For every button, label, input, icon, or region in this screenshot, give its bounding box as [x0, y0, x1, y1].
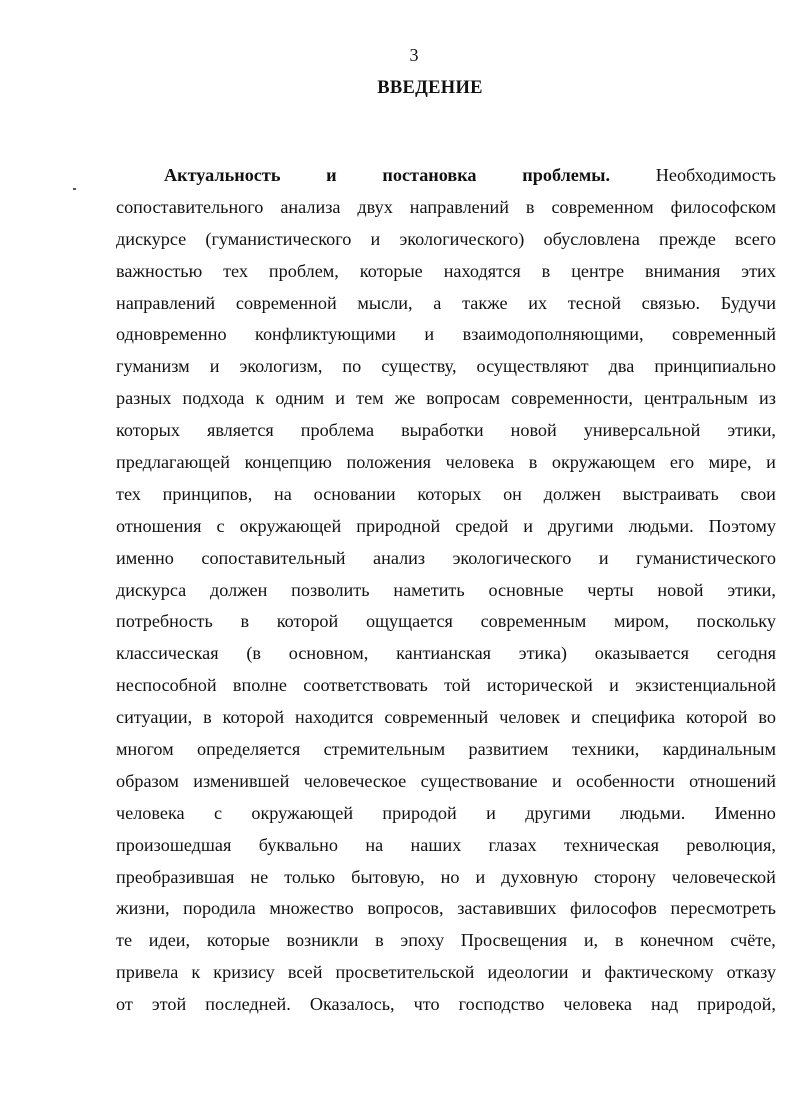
- text-line: [116, 638, 776, 670]
- word: предлагающей: [116, 452, 230, 473]
- word: концепцию: [244, 452, 332, 473]
- word: те: [116, 930, 133, 951]
- word: образом: [116, 770, 179, 791]
- word: и,: [583, 930, 599, 951]
- word: всей: [287, 962, 323, 983]
- word: и: [209, 356, 220, 377]
- word: связью.: [641, 292, 701, 313]
- word: этики,: [727, 420, 776, 441]
- word: их: [528, 292, 548, 313]
- word: вполне: [232, 675, 287, 696]
- word: бытовую,: [351, 866, 425, 887]
- word: господство: [458, 994, 545, 1015]
- word: окружающей: [251, 802, 354, 823]
- text-line: [116, 288, 776, 320]
- word: конфликтующими: [255, 324, 396, 345]
- word: свои: [740, 483, 776, 504]
- lead-word: Актуальность: [164, 165, 281, 185]
- word: идеи,: [148, 930, 191, 951]
- text-line: Необходимость: [655, 165, 776, 185]
- text-line: [116, 383, 776, 415]
- word: классическая: [116, 643, 219, 664]
- word: но: [440, 866, 460, 887]
- text-line: [116, 798, 776, 830]
- word: современный: [672, 324, 776, 345]
- lead-word: и: [326, 165, 337, 185]
- word: природой,: [697, 994, 776, 1015]
- word: универсальной: [583, 420, 701, 441]
- word: философов: [570, 898, 657, 919]
- page-number: 3: [409, 45, 419, 65]
- word: жизни,: [116, 898, 170, 919]
- word: в: [240, 611, 250, 632]
- word: особенности: [576, 770, 675, 791]
- word: и: [424, 324, 435, 345]
- word: которые: [206, 930, 270, 951]
- word: современности,: [511, 388, 633, 409]
- word: анализа: [280, 196, 341, 217]
- text-line: [116, 766, 776, 798]
- word: стремительным: [323, 739, 446, 760]
- word: основном,: [288, 643, 369, 664]
- word: заставивших: [457, 898, 557, 919]
- text-line: [116, 830, 776, 862]
- word: экологизм,: [239, 356, 323, 377]
- word: людьми.: [620, 802, 686, 823]
- word: и: [335, 388, 346, 409]
- word: находится: [295, 707, 374, 728]
- word: же: [394, 388, 416, 409]
- word: изменившей: [193, 770, 290, 791]
- word: природной: [356, 515, 441, 536]
- word: привела: [116, 962, 179, 983]
- word: природой: [382, 802, 457, 823]
- word: центре: [571, 260, 625, 281]
- word: должен: [543, 483, 601, 504]
- word: философском: [670, 196, 776, 217]
- text-line: [116, 351, 776, 383]
- word: этих: [741, 260, 776, 281]
- word: вопросам: [426, 388, 501, 409]
- word: также: [462, 292, 508, 313]
- word: тех: [116, 483, 141, 504]
- word: поскольку: [696, 611, 776, 632]
- word: произошедшая: [116, 834, 232, 855]
- word: глазах: [488, 834, 537, 855]
- text-line: [116, 893, 776, 925]
- word: буквально: [258, 834, 338, 855]
- word: человека: [445, 452, 515, 473]
- word: и: [609, 675, 619, 696]
- word: человека: [563, 994, 632, 1015]
- word: кантианская: [396, 643, 492, 664]
- word: Именно: [714, 802, 776, 823]
- word: к: [255, 388, 265, 409]
- word: именно: [116, 547, 174, 568]
- word: экзистенциальной: [635, 675, 776, 696]
- word: специфика: [591, 707, 676, 728]
- word: существу,: [381, 356, 457, 377]
- word: центральным: [644, 388, 748, 409]
- scan-speck: [73, 188, 76, 190]
- word: и: [370, 228, 381, 249]
- word: и: [570, 707, 581, 728]
- word: современным: [480, 611, 587, 632]
- word: выработки: [401, 420, 484, 441]
- word: отношения: [116, 515, 202, 536]
- word: в: [375, 930, 384, 951]
- word: современном: [551, 196, 654, 217]
- word: дискурса: [116, 579, 187, 600]
- word: проблем,: [268, 260, 339, 281]
- word: экологического: [452, 547, 572, 568]
- word: в: [541, 260, 551, 281]
- text-line: [116, 606, 776, 638]
- word: от: [116, 994, 133, 1015]
- word: гуманистического: [636, 547, 776, 568]
- word: должен: [210, 579, 268, 600]
- word: сторону: [594, 866, 656, 887]
- word: вопросов,: [367, 898, 444, 919]
- word: дискурсе: [116, 228, 187, 249]
- word: наметить: [393, 579, 465, 600]
- word: другими: [525, 802, 591, 823]
- word: прежде: [659, 228, 716, 249]
- word: Просвещения: [460, 930, 568, 951]
- text-line: [116, 192, 776, 224]
- text-line: [116, 702, 776, 734]
- word: Оказалось,: [309, 994, 395, 1015]
- word: исторической: [486, 675, 593, 696]
- word: эпоху: [400, 930, 445, 951]
- text-line: [116, 479, 776, 511]
- word: и: [475, 866, 486, 887]
- word: которой: [222, 707, 285, 728]
- word: современной: [235, 292, 337, 313]
- word: основные: [488, 579, 564, 600]
- word: потребность: [116, 611, 213, 632]
- word: в: [528, 452, 538, 473]
- word: новой: [657, 579, 704, 600]
- word: с: [213, 802, 223, 823]
- word: той: [444, 675, 471, 696]
- word: которых: [417, 483, 482, 504]
- word: другими: [548, 515, 614, 536]
- word: двух: [357, 196, 393, 217]
- word: разных: [116, 388, 172, 409]
- text-line: [116, 447, 776, 479]
- text-line: [116, 957, 776, 989]
- word: последней.: [205, 994, 291, 1015]
- word: окружающем: [551, 452, 656, 473]
- word: обусловлена: [543, 228, 640, 249]
- word: этики,: [727, 579, 776, 600]
- word: пересмотреть: [670, 898, 776, 919]
- word: многом: [116, 739, 174, 760]
- word: которой: [276, 611, 339, 632]
- word: кризису: [213, 962, 275, 983]
- word: миром,: [613, 611, 670, 632]
- text-line: [116, 415, 776, 447]
- text-line: [116, 224, 776, 256]
- word: наших: [410, 834, 462, 855]
- word: современный: [384, 707, 489, 728]
- word: кардинальным: [662, 739, 776, 760]
- word: развитием: [468, 739, 549, 760]
- text-line: [116, 734, 776, 766]
- word: и: [486, 802, 496, 823]
- word: только: [284, 866, 336, 887]
- word: важностью: [116, 260, 203, 281]
- word: духовную: [501, 866, 579, 887]
- word: он: [503, 483, 522, 504]
- word: множество: [269, 898, 354, 919]
- word: и: [523, 515, 534, 536]
- word: в: [614, 930, 624, 951]
- word: над: [651, 994, 679, 1015]
- word: существование: [420, 770, 538, 791]
- word: проблема: [300, 420, 375, 441]
- word: отказу: [726, 962, 776, 983]
- word: одновременно: [116, 324, 227, 345]
- word: два: [608, 356, 635, 377]
- word: ощущается: [365, 611, 453, 632]
- lead-word: проблемы.: [522, 165, 611, 185]
- word: во: [758, 707, 776, 728]
- word: по: [342, 356, 362, 377]
- word: его: [669, 452, 695, 473]
- word: сегодня: [716, 643, 776, 664]
- word: которой: [685, 707, 748, 728]
- word: гуманизм: [116, 356, 190, 377]
- word: позволить: [291, 579, 370, 600]
- word: человеческое: [303, 770, 407, 791]
- word: Будучи: [720, 292, 776, 313]
- word: преобразившая: [116, 866, 235, 887]
- word: революция,: [686, 834, 776, 855]
- text-line: [116, 670, 776, 702]
- word: возникли: [286, 930, 359, 951]
- word: внимания: [645, 260, 721, 281]
- text-line: [116, 862, 776, 894]
- word: черты: [587, 579, 634, 600]
- word: идеологии: [487, 962, 569, 983]
- text-line: [116, 319, 776, 351]
- word: человеческой: [671, 866, 776, 887]
- word: людьми.: [628, 515, 694, 536]
- word: осуществляют: [476, 356, 589, 377]
- word: которых: [116, 420, 180, 441]
- word: просветительской: [335, 962, 475, 983]
- word: отношений: [689, 770, 776, 791]
- word: (в: [246, 643, 262, 664]
- word: человек: [499, 707, 560, 728]
- word: положения: [346, 452, 432, 473]
- word: к: [191, 962, 201, 983]
- word: что: [413, 994, 440, 1015]
- text-line: [116, 256, 776, 288]
- word: подхода: [182, 388, 245, 409]
- word: новой: [510, 420, 557, 441]
- text-line: [116, 543, 776, 575]
- word: окружающей: [239, 515, 342, 536]
- word: принципиально: [654, 356, 776, 377]
- word: средой: [455, 515, 509, 536]
- word: основании: [313, 483, 396, 504]
- word: одним: [275, 388, 325, 409]
- word: ситуации,: [116, 707, 193, 728]
- word: которые: [359, 260, 423, 281]
- word: является: [206, 420, 274, 441]
- word: на: [365, 834, 384, 855]
- word: сопоставительный: [201, 547, 346, 568]
- paragraph-first-line: [116, 160, 776, 192]
- text-line: [116, 925, 776, 957]
- word: мысли,: [357, 292, 413, 313]
- word: выстраивать: [622, 483, 719, 504]
- word: направлений: [116, 292, 216, 313]
- word: (гуманистического: [205, 228, 352, 249]
- word: сопоставительного: [116, 196, 264, 217]
- word: анализ: [373, 547, 426, 568]
- word: и: [552, 770, 562, 791]
- lead-word: постановка: [382, 165, 477, 185]
- word: из: [759, 388, 776, 409]
- text-line: [116, 575, 776, 607]
- text-line: [116, 511, 776, 543]
- word: не: [250, 866, 269, 887]
- word: техническая: [563, 834, 660, 855]
- word: счёте,: [730, 930, 776, 951]
- word: человека: [116, 802, 185, 823]
- section-title: ВВЕДЕНИЕ: [377, 78, 483, 98]
- word: тех: [223, 260, 248, 281]
- word: и: [598, 547, 609, 568]
- text-line: [116, 989, 776, 1021]
- word: техники,: [571, 739, 640, 760]
- word: взаимодополняющими,: [462, 324, 644, 345]
- word: направлений: [409, 196, 509, 217]
- word: экологического): [399, 228, 525, 249]
- word: всего: [735, 228, 776, 249]
- word: Поэтому: [708, 515, 776, 536]
- word: оказывается: [594, 643, 689, 664]
- word: и: [766, 452, 776, 473]
- body-paragraph: [116, 160, 776, 1021]
- word: этика): [518, 643, 567, 664]
- word: принципов,: [162, 483, 253, 504]
- word: конечном: [640, 930, 714, 951]
- word: в: [525, 196, 535, 217]
- word: мире,: [708, 452, 752, 473]
- word: этой: [151, 994, 187, 1015]
- word: тесной: [567, 292, 621, 313]
- word: фактическому: [604, 962, 714, 983]
- word: с: [216, 515, 225, 536]
- word: а: [433, 292, 442, 313]
- word: тем: [356, 388, 384, 409]
- word: породила: [183, 898, 256, 919]
- word: и: [581, 962, 592, 983]
- word: определяется: [197, 739, 301, 760]
- word: в: [203, 707, 212, 728]
- word: находятся: [443, 260, 521, 281]
- word: неспособной: [116, 675, 217, 696]
- word: на: [274, 483, 292, 504]
- word: соответствовать: [303, 675, 428, 696]
